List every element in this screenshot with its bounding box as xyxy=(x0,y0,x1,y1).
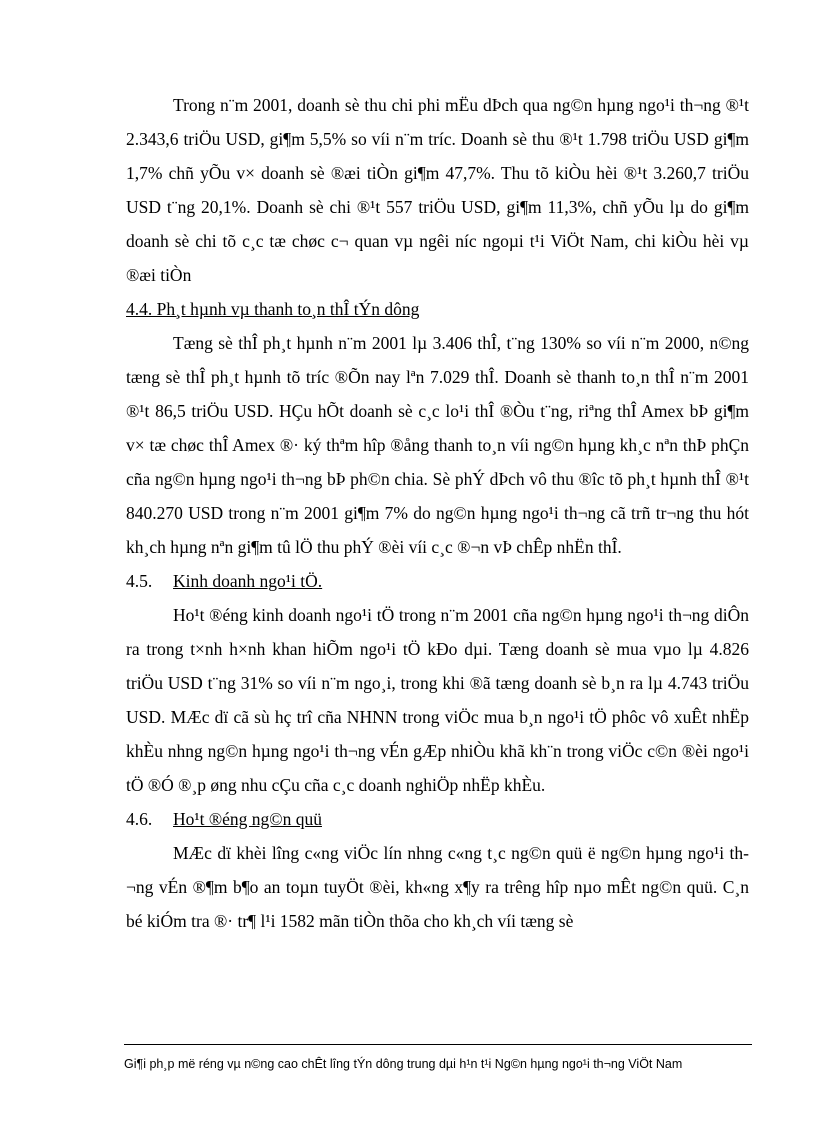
paragraph-foreign-payments: Trong n¨m 2001, doanh sè thu chi phi mËu dÞch qua ng©n hµng ngo¹i th¬ng ®¹t 2.343,6 triÖu USD, gi¶m 5,5% so víi n¨m tríc. Doanh sè thu ®¹t 1.798 triÖu USD gi¶m 1,7% chñ yÕu v× doanh sè ®æi tiÒn gi¶m 47,7%. Thu tõ kiÒu hèi ®¹t 3.260,7 triÖu USD t¨ng 20,1%. Doanh sè chi ®¹t 557 triÖu USD, gi¶m 11,3%, chñ yÕu lµ do gi¶m doanh sè chi tõ c¸c tæ chøc c¬ quan vµ ngêi níc ngoµi t¹i ViÖt Nam, chi kiÒu hèi vµ ®æi tiÒn xyxy=(126,95,749,285)
section-4-6-title: Ho¹t ®éng ng©n quü xyxy=(173,809,322,829)
body-text xyxy=(126,88,749,938)
section-4-4-title: 4.4. Ph¸t hµnh vµ thanh to¸n thÎ tÝn dông xyxy=(126,299,420,319)
footer-divider xyxy=(124,1044,752,1045)
section-4-5-title: Kinh doanh ngo¹i tÖ. xyxy=(173,571,323,591)
footer-text: Gi¶i ph¸p më réng vµ n©ng cao chÊt lîng tÝn dông trung dµi h¹n t¹i Ng©n hµng ngo¹i th¬ng ViÖt Nam xyxy=(124,1057,683,1071)
paragraph-treasury: MÆc dï khèi lîng c«ng viÖc lín nhng c«ng t¸c ng©n quü ë ng©n hµng ngo¹i th¬ng vÉn ®¶m b¶o an toµn tuyÖt ®èi, kh«ng x¶y ra trêng hîp nµo mÊt ng©n quü. C¸n bé kiÓm tra ®· tr¶ l¹i 1582 mãn tiÒn thõa cho kh¸ch víi tæng sè xyxy=(126,843,749,931)
section-heading-4-5 xyxy=(126,564,749,598)
paragraph-foreign-exchange: Ho¹t ®éng kinh doanh ngo¹i tÖ trong n¨m 2001 cña ng©n hµng ngo¹i th¬ng diÔn ra trong t×nh h×nh khan hiÕm ngo¹i tÖ kÐo dµi. Tæng doanh sè mua vµo lµ 4.826 triÖu USD t¨ng 31% so víi n¨m ngo¸i, trong khi ®ã tæng doanh sè b¸n ra lµ 4.743 triÖu USD. MÆc dï cã sù hç trî cña NHNN trong viÖc mua b¸n ngo¹i tÖ phôc vô xuÊt nhËp khÈu nhng ng©n hµng ngo¹i th¬ng vÉn gÆp nhiÒu khã kh¨n trong viÖc c©n ®èi ngo¹i tÖ ®Ó ®¸p øng nhu cÇu cña c¸c doanh nghiÖp nhËp khÈu. xyxy=(126,605,749,795)
section-heading-4-4 xyxy=(126,292,749,326)
section-4-6-number: 4.6. xyxy=(126,809,153,829)
section-heading-4-6 xyxy=(126,802,749,836)
section-4-5-number: 4.5. xyxy=(126,571,153,591)
paragraph-credit-cards: Tæng sè thÎ ph¸t hµnh n¨m 2001 lµ 3.406 thÎ, t¨ng 130% so víi n¨m 2000, n©ng tæng sè thÎ ph¸t hµnh tõ tríc ®Õn nay lªn 7.029 thÎ. Doanh sè thanh to¸n thÎ n¨m 2001 ®¹t 86,5 triÖu USD. HÇu hÕt doanh sè c¸c lo¹i thÎ ®Òu t¨ng, riªng thÎ Amex bÞ gi¶m v× tæ chøc thÎ Amex ®· ký thªm hîp ®ång thanh to¸n víi ng©n hµng kh¸c nªn thÞ phÇn cña ng©n hµng ngo¹i th¬ng bÞ ph©n chia. Sè phÝ dÞch vô thu ®îc tõ ph¸t hµnh thÎ ®¹t 840.270 USD trong n¨m 2001 gi¶m 7% do ng©n hµng ngo¹i th¬ng cã trñ tr¬ng thu hót kh¸ch hµng nªn gi¶m tû lÖ thu phÝ ®èi víi c¸c ®¬n vÞ chÊp nhËn thÎ. xyxy=(126,333,749,557)
